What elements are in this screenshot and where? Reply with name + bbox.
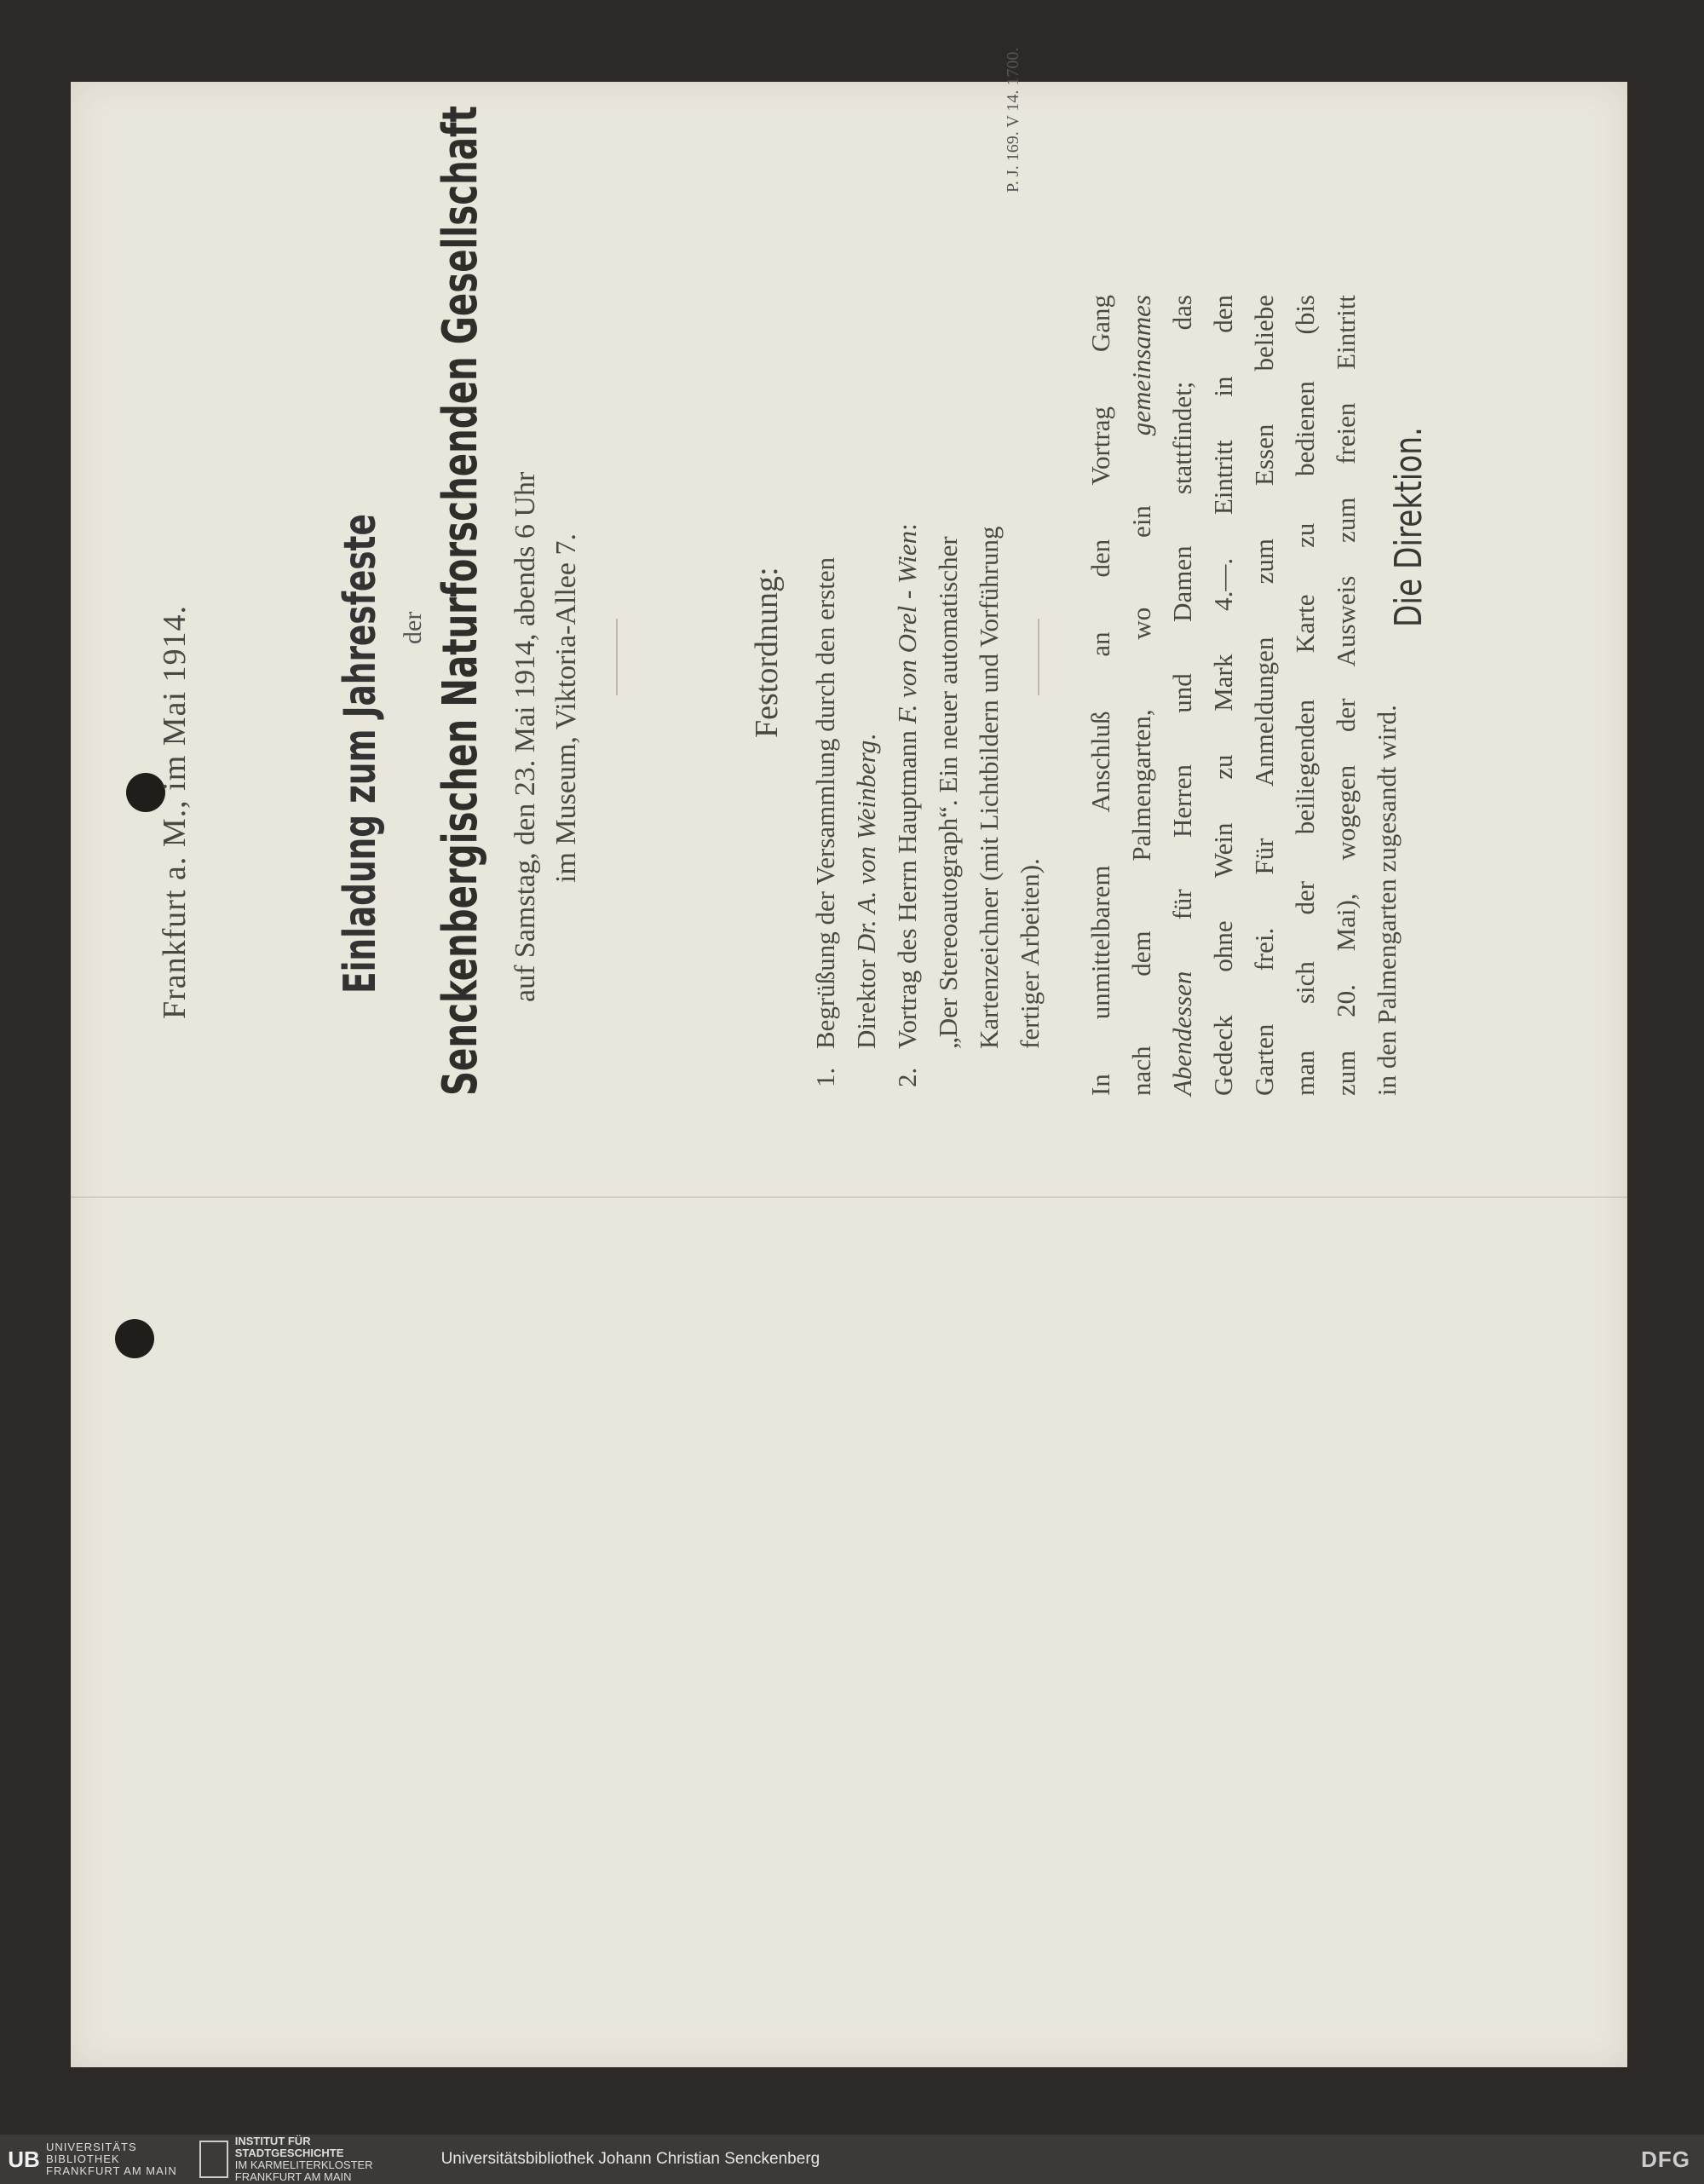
- inst-text-line-3: IM KARMELITERKLOSTER: [234, 2158, 373, 2171]
- event-date-line: auf Samstag, den 23. Mai 1914, abends 6 Uhr: [509, 471, 541, 1002]
- para-line-6: man sich der beiliegenden Karte zu bedienen (bis: [1290, 295, 1320, 1096]
- item-2-line-2: „Der Stereoautograph“. Ein neuer automatischer: [933, 536, 963, 1049]
- institute-logo-icon[interactable]: [199, 2141, 228, 2178]
- dateline: Frankfurt a. M., im Mai 1914.: [157, 604, 193, 1019]
- program-item-1: [805, 557, 887, 1049]
- item-1-line-2: Direktor Dr. A. von Weinberg.: [851, 734, 881, 1049]
- divider-top: [616, 619, 618, 695]
- dfg-logo[interactable]: DFG: [1641, 2146, 1690, 2172]
- signature: Die Direktion.: [1387, 427, 1431, 627]
- inst-text-line-4: FRANKFURT AM MAIN: [234, 2170, 352, 2183]
- dinner-paragraph: [1080, 295, 1408, 1096]
- item-number-1: 1.: [810, 1067, 840, 1087]
- item-2-line-4: fertiger Arbeiten).: [1015, 858, 1045, 1049]
- para-line-3: Abendessen für Herren und Damen stattfindet; das: [1167, 295, 1197, 1096]
- library-name[interactable]: Universitätsbibliothek Johann Christian Senckenberg: [440, 2150, 820, 2168]
- para-line-1: In unmittelbarem Anschluß an den Vortrag Gang: [1085, 295, 1115, 1096]
- inst-text-line-1: INSTITUT FÜR: [234, 2135, 311, 2147]
- event-location-line: im Museum, Viktoria-Allee 7.: [550, 533, 582, 883]
- item-number-2: 2.: [892, 1067, 922, 1087]
- title-der: der: [399, 611, 427, 644]
- title-line-2: Senckenbergischen Naturforschenden Gesellschaft: [433, 106, 488, 1096]
- ub-text-line-2: BIBLIOTHEK: [46, 2152, 120, 2165]
- para-line-4: Gedeck ohne Wein zu Mark 4.—. Eintritt in den: [1208, 295, 1238, 1096]
- ub-text-line-3: FRANKFURT AM MAIN: [46, 2164, 177, 2177]
- divider-bottom: [1038, 619, 1039, 695]
- para-line-8: in den Palmengarten zugesandt wird.: [1372, 705, 1402, 1096]
- institute-logo-text: [235, 2135, 373, 2183]
- ub-text-line-1: UNIVERSITÄTS: [46, 2141, 137, 2153]
- title-line-1: Einladung zum Jahresfeste: [335, 514, 386, 994]
- para-line-7: zum 20. Mai), wogegen der Ausweis zum freien Eintritt: [1331, 295, 1361, 1096]
- program-heading: Festordnung:: [749, 567, 785, 738]
- inst-text-line-2: STADTGESCHICHTE: [234, 2147, 344, 2159]
- viewer-footer: [0, 2135, 1704, 2184]
- program-item-2: [887, 523, 1051, 1049]
- item-2-line-3: Kartenzeichner (mit Lichtbildern und Vorführung: [974, 526, 1004, 1049]
- ub-logo[interactable]: UB: [8, 2146, 40, 2172]
- ub-logo-text: [46, 2141, 177, 2177]
- print-code: P. J. 169. V 14. 1700.: [1004, 47, 1022, 193]
- para-line-5: Garten frei. Für Anmeldungen zum Essen beliebe: [1249, 295, 1279, 1096]
- rotated-letter: [71, 47, 1627, 2067]
- item-2-line-1: Vortrag des Herrn Hauptmann F. von Orel - Wien:: [892, 523, 922, 1049]
- item-1-line-1: Begrüßung der Versammlung durch den ersten: [810, 556, 840, 1049]
- para-line-2: nach dem Palmengarten, wo ein gemeinsames: [1126, 295, 1156, 1096]
